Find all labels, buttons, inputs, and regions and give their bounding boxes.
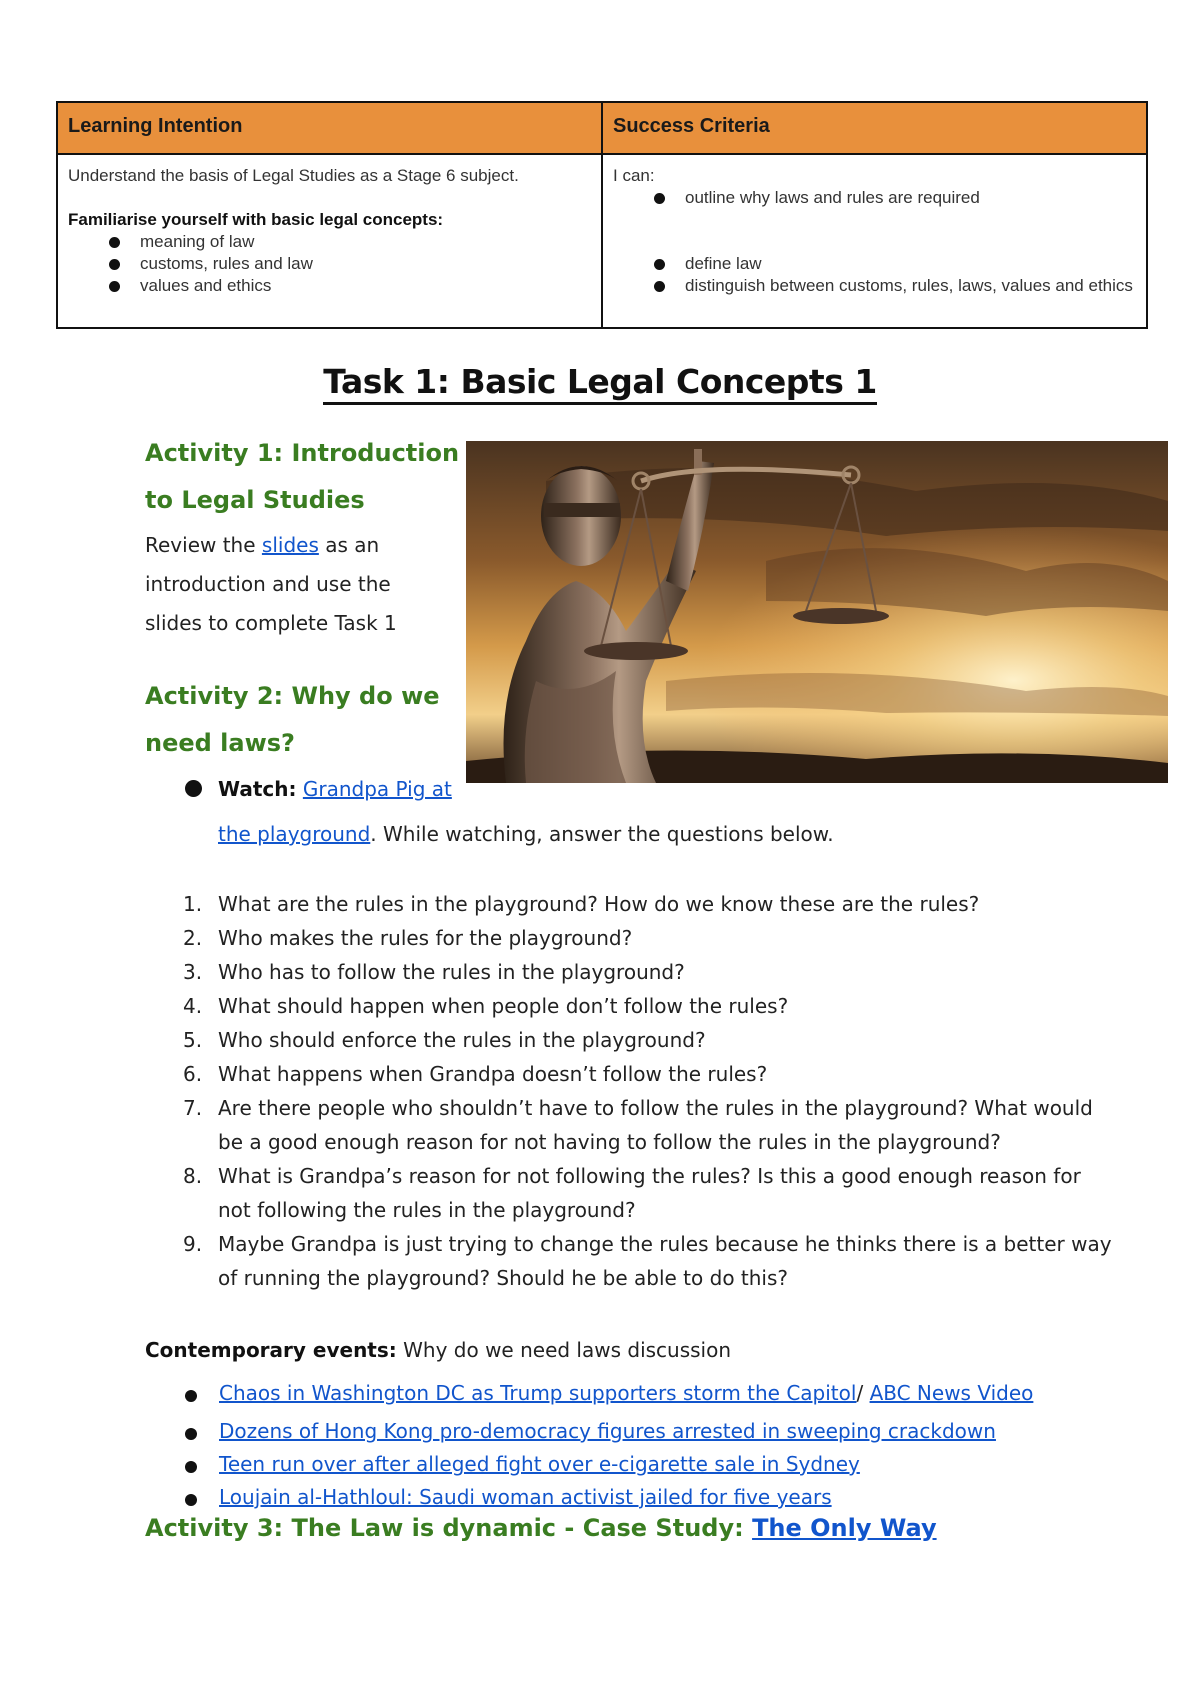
news-separator: /	[856, 1381, 870, 1405]
watch-line1	[218, 767, 452, 811]
activity1-line2: introduction and use the	[145, 572, 391, 596]
intention-item: meaning of law	[68, 231, 591, 253]
learning-intention-header: Learning Intention	[57, 102, 602, 154]
news-link-capitol[interactable]: Chaos in Washington DC as Trump supporters storm the Capitol	[219, 1381, 857, 1405]
question-item: 4. What should happen when people don’t follow the rules?	[183, 994, 789, 1018]
criteria-list-2	[613, 253, 1136, 297]
criteria-intro: I can:	[613, 166, 655, 185]
questions-list	[170, 887, 1118, 1295]
activity1-text-after: as an	[318, 533, 380, 557]
question-text: Maybe Grandpa is just trying to change the rules because he thinks there is a better way of running the playground? Should he be able to do this?	[218, 1232, 1112, 1290]
question-item: 7. Are there people who shouldn’t have to follow the rules in the playground? What would be a good enough reason for not having to follow the rules in the playground?	[183, 1096, 1093, 1154]
question-item: 3. Who has to follow the rules in the playground?	[183, 960, 685, 984]
intention-item: customs, rules and law	[68, 253, 591, 275]
activity1-text	[145, 526, 397, 643]
intention-item: values and ethics	[68, 275, 591, 297]
criteria-item: distinguish between customs, rules, laws, values and ethics	[613, 275, 1136, 297]
activity1-heading	[145, 430, 459, 524]
news-item	[185, 1452, 1033, 1485]
activity1-heading-line2: to Legal Studies	[145, 486, 365, 514]
question-text: What are the rules in the playground? How do we know these are the rules?	[218, 892, 980, 916]
question-text: What is Grandpa’s reason for not following the rules? Is this a good enough reason for not following the rules in the playground?	[218, 1164, 1081, 1222]
question-item: 2. Who makes the rules for the playground?	[183, 926, 633, 950]
grandpa-pig-link-cont[interactable]: the playground	[218, 822, 371, 846]
intention-bold: Familiarise yourself with basic legal concepts:	[68, 210, 444, 229]
activity3-heading-text: Activity 3: The Law is dynamic - Case Study:	[145, 1514, 753, 1542]
activity2-heading-line2: need laws?	[145, 729, 295, 757]
question-text: Who has to follow the rules in the playground?	[218, 960, 685, 984]
success-criteria-cell	[602, 154, 1147, 328]
criteria-item: define law	[613, 253, 1136, 275]
intention-text: Understand the basis of Legal Studies as a Stage 6 subject.	[68, 166, 519, 185]
success-criteria-header: Success Criteria	[602, 102, 1147, 154]
slides-link[interactable]: slides	[261, 533, 319, 557]
activity1-line3: slides to complete Task 1	[145, 611, 397, 635]
question-item: 5. Who should enforce the rules in the playground?	[183, 1028, 706, 1052]
news-item	[185, 1381, 1033, 1419]
news-link-hong-kong[interactable]: Dozens of Hong Kong pro-democracy figures arrested in sweeping crackdown	[219, 1419, 996, 1443]
watch-label: Watch:	[218, 777, 297, 801]
watch-after-text: . While watching, answer the questions below.	[370, 822, 834, 846]
page-title	[0, 362, 1200, 401]
activity3-heading	[145, 1505, 937, 1552]
watch-bullet	[185, 780, 202, 797]
question-item: 1. What are the rules in the playground? How do we know these are the rules?	[183, 892, 980, 916]
question-text: What happens when Grandpa doesn’t follow the rules?	[218, 1062, 768, 1086]
question-text: Who should enforce the rules in the playground?	[218, 1028, 706, 1052]
activity1-text-before: Review the	[145, 533, 262, 557]
news-item	[185, 1419, 1033, 1452]
activity2-heading-line1: Activity 2: Why do we	[145, 682, 440, 710]
contemporary-events	[145, 1331, 731, 1370]
question-text: Who makes the rules for the playground?	[218, 926, 633, 950]
grandpa-pig-link[interactable]: Grandpa Pig at	[302, 777, 452, 801]
news-link-saudi[interactable]: Loujain al-Hathloul: Saudi woman activist jailed for five years	[219, 1485, 832, 1509]
activity1-heading-line1: Activity 1: Introduction	[145, 439, 460, 467]
learning-intention-cell	[57, 154, 602, 328]
activity2-heading	[145, 673, 440, 767]
news-link-abc-video[interactable]: ABC News Video	[869, 1381, 1034, 1405]
lady-justice-image	[466, 441, 1168, 783]
criteria-item: outline why laws and rules are required	[613, 187, 1136, 209]
the-only-way-link[interactable]: The Only Way	[752, 1514, 937, 1542]
activity1-line1	[145, 526, 397, 565]
question-item: 9. Maybe Grandpa is just trying to change the rules because he thinks there is a better way of running the playground? Should he be able to do this?	[183, 1232, 1112, 1290]
contemporary-label: Contemporary events:	[145, 1338, 397, 1362]
question-text: What should happen when people don’t follow the rules?	[218, 994, 789, 1018]
intention-list	[68, 231, 591, 297]
criteria-list	[613, 187, 1136, 209]
page-title-text: Task 1: Basic Legal Concepts 1	[323, 362, 877, 405]
news-list	[185, 1381, 1033, 1518]
learning-intention-table	[56, 101, 1148, 329]
question-item: 8. What is Grandpa’s reason for not following the rules? Is this a good enough reason for not following the rules in the playground?	[183, 1164, 1081, 1222]
question-item: 6. What happens when Grandpa doesn’t follow the rules?	[183, 1062, 768, 1086]
watch-line2	[218, 812, 834, 856]
news-link-sydney[interactable]: Teen run over after alleged fight over e-cigarette sale in Sydney	[219, 1452, 860, 1476]
contemporary-text: Why do we need laws discussion	[396, 1338, 732, 1362]
question-text: Are there people who shouldn’t have to follow the rules in the playground? What would be a good enough reason for not having to follow the rules in the playground?	[218, 1096, 1093, 1154]
